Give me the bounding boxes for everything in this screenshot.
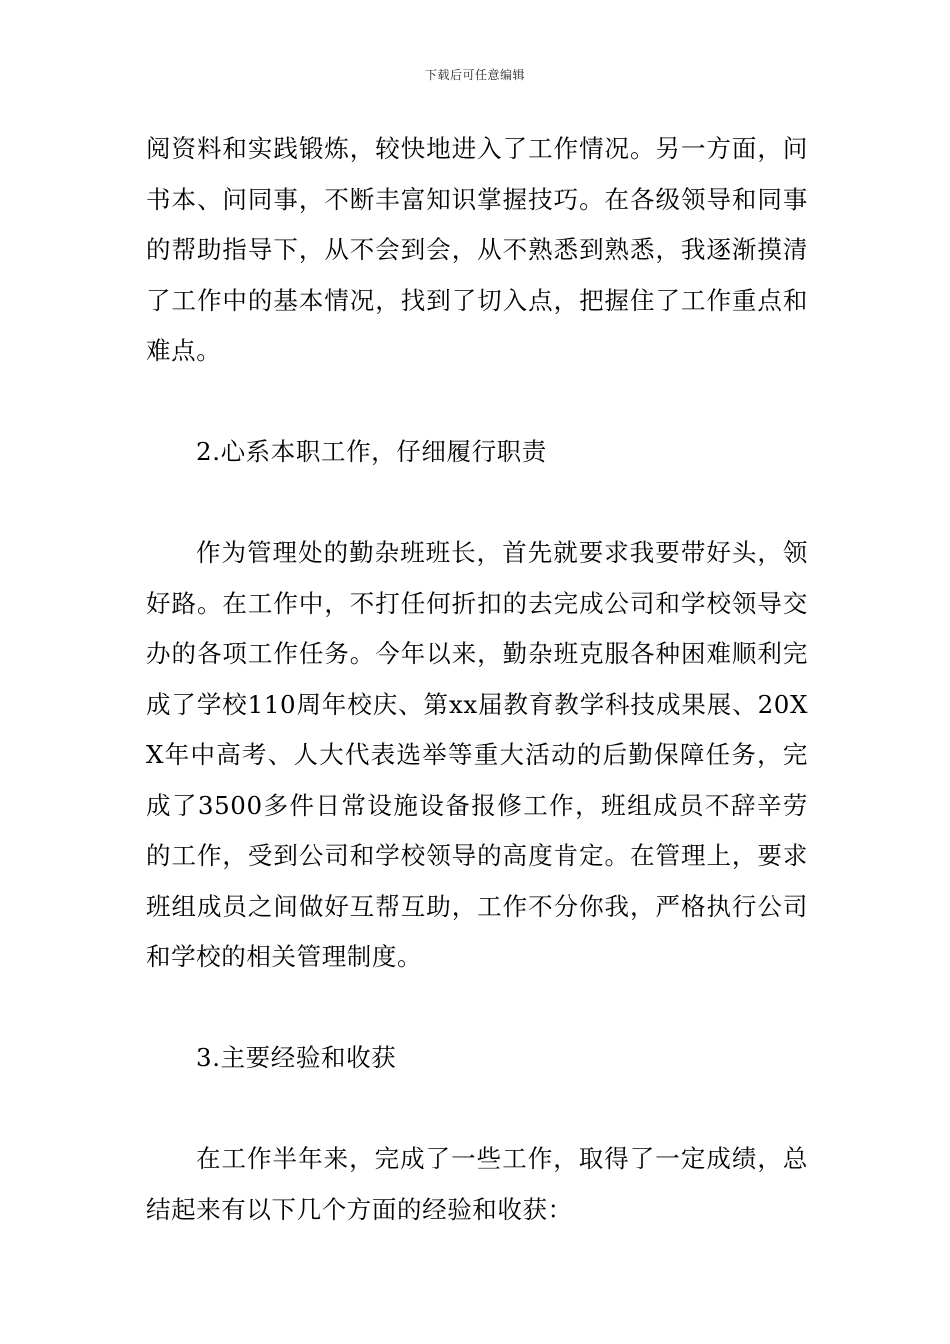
paragraph-experience: 在工作半年来，完成了一些工作，取得了一定成绩，总结起来有以下几个方面的经验和收获： bbox=[146, 1144, 808, 1224]
section-heading-3: 3.主要经验和收获 bbox=[196, 1043, 397, 1072]
page-header-note: 下载后可任意编辑 bbox=[424, 68, 525, 82]
section-heading-2: 2.心系本职工作，仔细履行职责 bbox=[196, 437, 547, 466]
paragraph-continuation: 阅资料和实践锻炼，较快地进入了工作情况。另一方面，问书本、问同事，不断丰富知识掌握技巧。在各级领导和同事的帮助指导下，从不会到会，从不熟悉到熟悉，我逐渐摸清了工作中的基本情况，找到了切入点，把握住了工作重点和难点。 bbox=[146, 134, 808, 365]
paragraph-duties: 作为管理处的勤杂班班长，首先就要求我要带好头，领好路。在工作中，不打任何折扣的去完成公司和学校领导交办的各项工作任务。今年以来，勤杂班克服各种困难顺利完成了学校110周年校庆、第xx届教育教学科技成果展、20XX年中高考、人大代表选举等重大活动的后勤保障任务，完成了3500多件日常设施设备报修工作，班组成员不辞辛劳的工作，受到公司和学校领导的高度肯定。在管理上，要求班组成员之间做好互帮互助，工作不分你我，严格执行公司和学校的相关管理制度。 bbox=[146, 538, 808, 971]
paragraph-spacer bbox=[146, 478, 808, 529]
document-body bbox=[146, 124, 808, 1235]
paragraph-spacer bbox=[146, 1084, 808, 1135]
paragraph-spacer bbox=[146, 377, 808, 428]
paragraph-spacer bbox=[146, 983, 808, 1034]
